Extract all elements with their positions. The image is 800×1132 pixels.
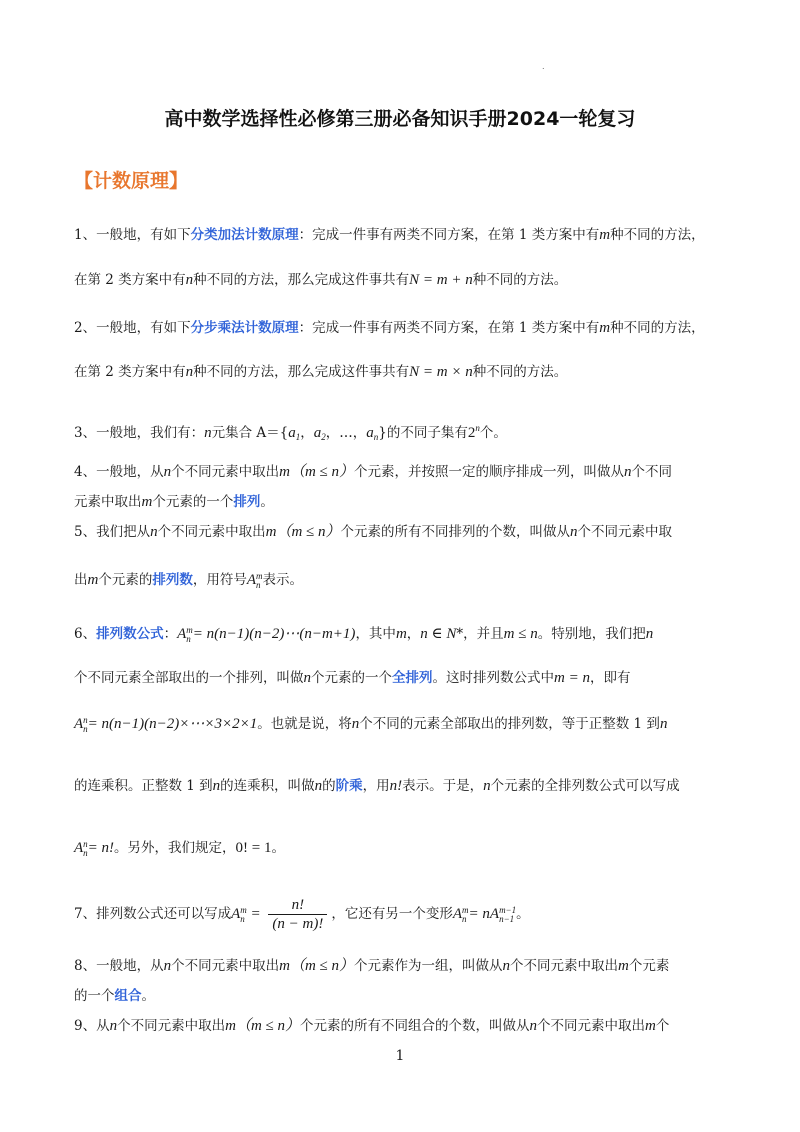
p6-line3: A n n = n(n−1)(n−2)×⋯×3×2×1。也就是说，将n个不同的元素全部取出的排列数，等于正整数 1 到n bbox=[74, 714, 668, 734]
p6-line4: 的连乘积。正整数 1 到n的连乘积，叫做n的阶乘，用n!表示。于是，n个元素的全排列数公式可以写成 bbox=[74, 778, 680, 794]
permutation-formula: = n(n−1)(n−2)⋯(n−m+1) bbox=[192, 626, 356, 642]
page-number: 1 bbox=[395, 1048, 405, 1064]
p6-line2: 个不同元素全部取出的一个排列，叫做n个元素的一个全排列。这时排列数公式中m = n，即有 bbox=[74, 670, 631, 686]
p1-line2: 在第 2 类方案中有n种不同的方法，那么完成这件事共有N = m + n种不同的方法。 bbox=[74, 272, 568, 288]
term-addition-principle: 分类加法计数原理 bbox=[190, 227, 299, 243]
p6-line1: 6、排列数公式：A m n = n(n−1)(n−2)⋯(n−m+1)，其中m，n ∈ N*，并且m ≤ n。特别地，我们把n bbox=[74, 624, 654, 644]
section-heading: 【计数原理】 bbox=[74, 170, 189, 192]
p5-line2: 出m个元素的排列数，用符号A m n 表示。 bbox=[74, 570, 304, 590]
term-multiplication-principle: 分步乘法计数原理 bbox=[190, 320, 299, 336]
p2-line2: 在第 2 类方案中有n种不同的方法，那么完成这件事共有N = m × n种不同的方法。 bbox=[74, 364, 568, 380]
p2-line1: 2、一般地，有如下分步乘法计数原理：完成一件事有两类不同方案，在第 1 类方案中有m种不同的方法， bbox=[74, 320, 705, 336]
formula-product: N = m × n bbox=[409, 364, 473, 380]
p3-line1: 3、一般地，我们有：n元集合 $A=\{a_1$，$a_2$，…，$a_n$}的不同子集有2$^n$个。 bbox=[74, 423, 507, 442]
p8-line1: 8、一般地，从n个不同元素中取出m（m ≤ n）个元素作为一组，叫做从n个不同元素中取出m个元素 bbox=[74, 958, 670, 974]
full-permutation-formula: = n(n−1)(n−2)×⋯×3×2×1 bbox=[87, 716, 258, 732]
term-permutation: 排列 bbox=[233, 494, 261, 510]
term-permutation-number: 排列数 bbox=[152, 572, 193, 588]
p1-line1: 1、一般地，有如下分类加法计数原理：完成一件事有两类不同方案，在第 1 类方案中有m种不同的方法， bbox=[74, 227, 705, 243]
term-permutation-formula: 排列数公式 bbox=[96, 626, 164, 642]
p5-line1: 5、我们把从n个不同元素中取出m（m ≤ n）个元素的所有不同排列的个数，叫做从n个不同元素中取 bbox=[74, 524, 673, 540]
zero-factorial: 0! = 1 bbox=[235, 840, 272, 856]
formula-sum: N = m + n bbox=[409, 272, 473, 288]
factorial-formula: = n! bbox=[87, 840, 115, 856]
term-factorial: 阶乘 bbox=[335, 778, 363, 794]
p4-line2: 元素中取出m个元素的一个排列。 bbox=[74, 494, 274, 510]
term-full-permutation: 全排列 bbox=[392, 670, 433, 686]
p7-line1: 7、排列数公式还可以写成A m n = $\frac{n!}{(n - m)!}$ ，它还有另一个变形A m n = nA m−1 n−1 。 bbox=[74, 897, 530, 932]
p9-line1: 9、从n个不同元素中取出m（m ≤ n）个元素的所有不同组合的个数，叫做从n个不同元素中取出m个 bbox=[74, 1018, 670, 1034]
permutation-fraction: $\frac{n!}{(n - m)!}$ bbox=[268, 896, 327, 933]
header-dot: . bbox=[542, 62, 545, 71]
p4-line1: 4、一般地，从n个不同元素中取出m（m ≤ n）个元素，并按照一定的顺序排成一列，叫做从n个不同 bbox=[74, 464, 673, 480]
p6-line5: A n n = n!。另外，我们规定，0! = 1。 bbox=[74, 838, 286, 858]
term-combination: 组合 bbox=[114, 988, 142, 1004]
p8-line2: 的一个组合。 bbox=[74, 988, 155, 1004]
page-title: 高中数学选择性必修第三册必备知识手册2024一轮复习 bbox=[164, 108, 636, 130]
